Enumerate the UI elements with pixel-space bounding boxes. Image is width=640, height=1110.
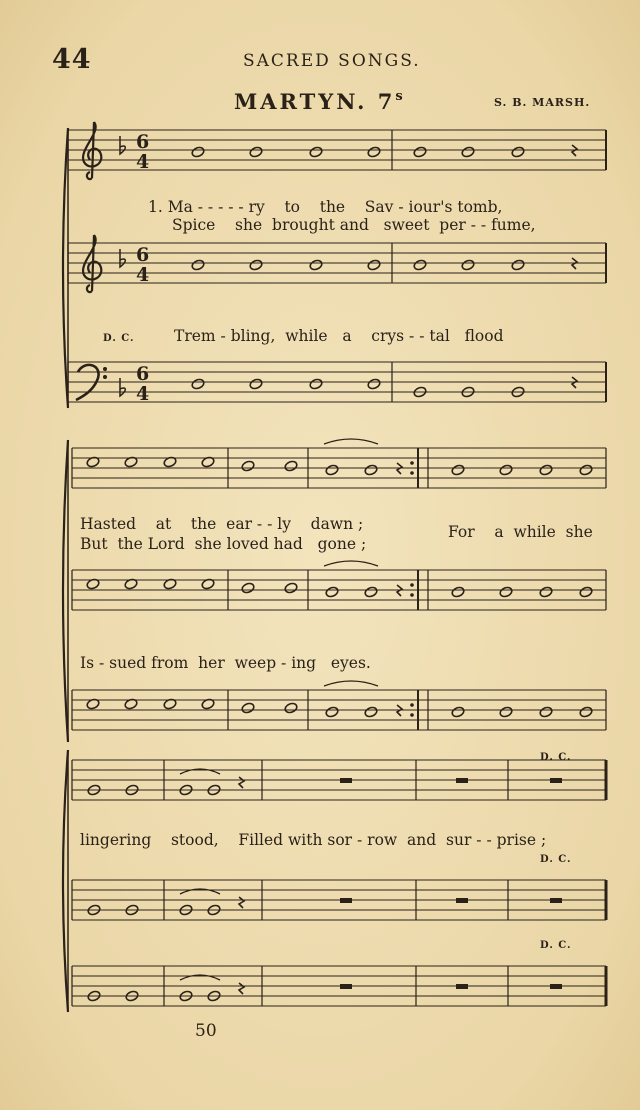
dc-marker-bottom: D. C.: [540, 940, 572, 951]
whole-rest: [550, 984, 562, 989]
note-head: [364, 706, 378, 718]
repeat-dot: [410, 583, 414, 587]
note-head: [499, 464, 513, 476]
whole-rest: [340, 898, 352, 903]
bass-clef-dot: [103, 367, 107, 371]
time-signature-top: 6: [136, 244, 150, 266]
slur: [324, 681, 378, 686]
note-head: [367, 146, 381, 158]
note-head: [539, 586, 553, 598]
note-head: [539, 464, 553, 476]
note-head: [241, 702, 255, 714]
note-head: [579, 464, 593, 476]
note-head: [511, 259, 525, 271]
dc-marker: D. C.: [103, 333, 135, 344]
note-head: [499, 706, 513, 718]
tune-meter: 7: [377, 89, 396, 114]
note-head: [367, 259, 381, 271]
time-signature-top: 6: [136, 363, 150, 385]
repeat-dot: [410, 713, 414, 717]
running-title: SACRED SONGS.: [243, 51, 421, 71]
note-head: [325, 464, 339, 476]
slur: [324, 561, 378, 566]
note-head: [325, 586, 339, 598]
note-head: [451, 706, 465, 718]
note-head: [367, 378, 381, 390]
whole-rest: [456, 984, 468, 989]
lyric-line-3: Hasted at the ear - - ly dawn ;: [80, 515, 364, 533]
note-head: [364, 586, 378, 598]
note-head: [413, 259, 427, 271]
time-signature-bottom: 4: [136, 264, 150, 286]
whole-rest: [456, 778, 468, 783]
note-head: [284, 582, 298, 594]
note-head: [241, 460, 255, 472]
tune-name: MARTYN.: [234, 89, 368, 114]
time-signature-bottom: 4: [136, 151, 150, 173]
rest-symbol: [239, 897, 244, 908]
note-head: [451, 586, 465, 598]
repeat-dot: [410, 703, 414, 707]
note-head: [309, 259, 323, 271]
repeat-dot: [410, 461, 414, 465]
note-head: [451, 464, 465, 476]
note-head: [325, 706, 339, 718]
bass-clef-dot: [103, 375, 107, 379]
note-head: [579, 586, 593, 598]
note-head: [191, 146, 205, 158]
whole-rest: [456, 898, 468, 903]
note-head: [499, 586, 513, 598]
dc-marker-top: D. C.: [540, 752, 572, 763]
tune-meter-suffix: s: [395, 89, 403, 104]
note-head: [364, 464, 378, 476]
note-head: [249, 378, 263, 390]
flat-sign: [120, 249, 125, 267]
note-head: [461, 259, 475, 271]
lyric-line-4: But the Lord she loved had gone ;: [80, 535, 367, 553]
whole-rest: [550, 898, 562, 903]
note-head: [241, 582, 255, 594]
note-head: [191, 259, 205, 271]
note-head: [309, 378, 323, 390]
whole-rest: [550, 778, 562, 783]
note-head: [461, 146, 475, 158]
time-signature-bottom: 4: [136, 383, 150, 405]
lyric-line-6: Is - sued from her weep - ing eyes.: [80, 654, 371, 672]
page-number: 44: [52, 44, 92, 75]
note-head: [249, 146, 263, 158]
lyric-line-2: Spice she brought and sweet per - - fume,: [172, 216, 536, 234]
whole-rest: [340, 778, 352, 783]
repeat-dot: [410, 593, 414, 597]
dc-marker-mid: D. C.: [540, 854, 572, 865]
note-head: [249, 259, 263, 271]
rest-symbol: [239, 983, 244, 994]
note-head: [191, 378, 205, 390]
whole-rest: [340, 984, 352, 989]
rest-symbol: [239, 777, 244, 788]
note-head: [579, 706, 593, 718]
repeat-dot: [410, 471, 414, 475]
note-head: [309, 146, 323, 158]
flat-sign: [120, 136, 125, 154]
lyric-line-7: lingering stood, Filled with sor - row and sur - - prise ;: [80, 831, 547, 849]
lyric-line-5: For a while she: [448, 523, 593, 541]
lyric-line-1: 1. Ma - - - - - ry to the Sav - iour's tomb,: [148, 198, 503, 216]
note-head: [539, 706, 553, 718]
composer-credit: S. B. MARSH.: [494, 96, 591, 109]
slur: [324, 439, 378, 444]
printer-signature: 50: [195, 1021, 217, 1041]
flat-sign: [120, 378, 125, 396]
time-signature-top: 6: [136, 131, 150, 153]
note-head: [284, 460, 298, 472]
note-head: [413, 146, 427, 158]
lyric-dc-line: Trem - bling, while a crys - - tal flood: [174, 327, 504, 345]
note-head: [284, 702, 298, 714]
note-head: [511, 146, 525, 158]
